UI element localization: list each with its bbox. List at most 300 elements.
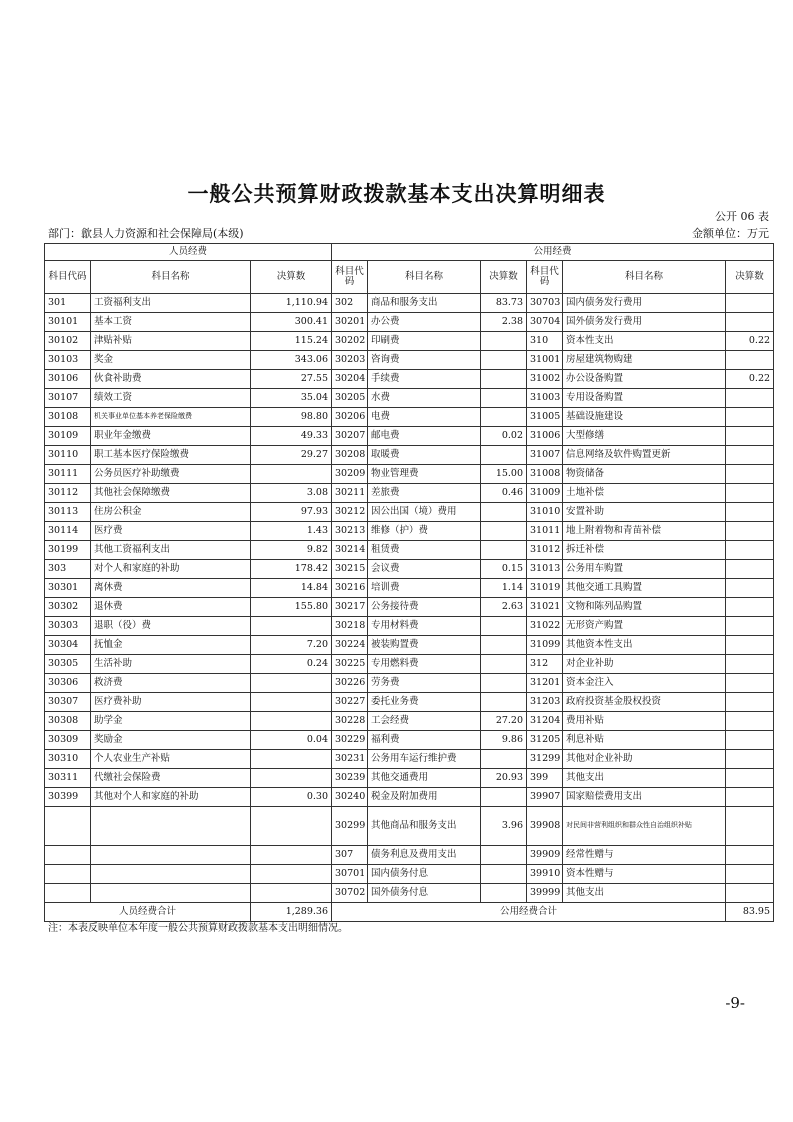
code-cell: 30108 [45, 408, 91, 427]
public-total-value: 83.95 [726, 903, 774, 922]
header-code: 科目代码 [527, 261, 563, 294]
code-cell: 30212 [332, 503, 368, 522]
code-cell: 39909 [527, 846, 563, 865]
amount-cell: 0.46 [481, 484, 527, 503]
amount-cell: 9.86 [481, 731, 527, 750]
code-cell: 30304 [45, 636, 91, 655]
name-cell: 个人农业生产补贴 [91, 750, 251, 769]
amount-cell [481, 750, 527, 769]
name-cell: 会议费 [368, 560, 481, 579]
name-cell: 对企业补助 [563, 655, 726, 674]
table-row [45, 617, 774, 636]
code-cell: 30231 [332, 750, 368, 769]
code-cell: 31203 [527, 693, 563, 712]
amount-cell [726, 807, 774, 846]
code-cell: 30207 [332, 427, 368, 446]
amount-cell: 97.93 [251, 503, 332, 522]
table-row [45, 446, 774, 465]
amount-cell [481, 446, 527, 465]
name-cell: 其他工资福利支出 [91, 541, 251, 560]
amount-cell [726, 655, 774, 674]
code-cell: 31299 [527, 750, 563, 769]
name-cell: 助学金 [91, 712, 251, 731]
header-amount: 决算数 [726, 261, 774, 294]
name-cell: 津贴补贴 [91, 332, 251, 351]
amount-cell [726, 750, 774, 769]
page-number: -9- [725, 994, 745, 1012]
code-cell: 31012 [527, 541, 563, 560]
amount-cell [726, 617, 774, 636]
name-cell: 国外债务发行费用 [563, 313, 726, 332]
table-row [45, 750, 774, 769]
name-cell: 专用设备购置 [563, 389, 726, 408]
name-cell: 专用燃料费 [368, 655, 481, 674]
name-cell: 办公费 [368, 313, 481, 332]
code-cell: 30101 [45, 313, 91, 332]
public-total-label: 公用经费合计 [332, 903, 726, 922]
code-cell: 30218 [332, 617, 368, 636]
code-cell: 30102 [45, 332, 91, 351]
table-row [45, 674, 774, 693]
code-cell: 30311 [45, 769, 91, 788]
code-cell: 30214 [332, 541, 368, 560]
amount-cell [726, 522, 774, 541]
name-cell: 医疗费补助 [91, 693, 251, 712]
amount-cell [251, 846, 332, 865]
name-cell: 商品和服务支出 [368, 294, 481, 313]
name-cell: 文物和陈列品购置 [563, 598, 726, 617]
amount-cell: 83.73 [481, 294, 527, 313]
name-cell: 其他交通工具购置 [563, 579, 726, 598]
table-row [45, 655, 774, 674]
amount-cell [726, 769, 774, 788]
column-header-row [45, 261, 774, 294]
name-cell: 代缴社会保险费 [91, 769, 251, 788]
name-cell: 印刷费 [368, 332, 481, 351]
code-cell: 307 [332, 846, 368, 865]
amount-cell [481, 332, 527, 351]
amount-cell: 178.42 [251, 560, 332, 579]
amount-cell [726, 712, 774, 731]
name-cell: 土地补偿 [563, 484, 726, 503]
code-cell: 30109 [45, 427, 91, 446]
amount-cell: 300.41 [251, 313, 332, 332]
code-cell: 302 [332, 294, 368, 313]
table-row [45, 294, 774, 313]
code-cell: 30113 [45, 503, 91, 522]
amount-cell [726, 313, 774, 332]
amount-cell [726, 598, 774, 617]
name-cell: 无形资产购置 [563, 617, 726, 636]
amount-cell [726, 294, 774, 313]
amount-cell [251, 712, 332, 731]
header-code: 科目代码 [332, 261, 368, 294]
name-cell: 国家赔偿费用支出 [563, 788, 726, 807]
table-row [45, 560, 774, 579]
code-cell: 30201 [332, 313, 368, 332]
code-cell: 31005 [527, 408, 563, 427]
amount-cell [481, 370, 527, 389]
code-cell: 31001 [527, 351, 563, 370]
name-cell: 国外债务付息 [368, 884, 481, 903]
code-cell: 30226 [332, 674, 368, 693]
amount-cell [726, 351, 774, 370]
code-cell: 39907 [527, 788, 563, 807]
table-row [45, 846, 774, 865]
code-cell: 303 [45, 560, 91, 579]
amount-cell: 29.27 [251, 446, 332, 465]
table-row [45, 712, 774, 731]
name-cell: 对民间非营利组织和群众性自治组织补贴 [563, 807, 726, 846]
amount-cell [726, 579, 774, 598]
amount-cell: 343.06 [251, 351, 332, 370]
name-cell: 绩效工资 [91, 389, 251, 408]
code-cell: 39910 [527, 865, 563, 884]
amount-cell: 14.84 [251, 579, 332, 598]
amount-cell [481, 865, 527, 884]
personnel-total-value: 1,289.36 [251, 903, 332, 922]
name-cell: 对个人和家庭的补助 [91, 560, 251, 579]
amount-cell [481, 541, 527, 560]
name-cell: 利息补贴 [563, 731, 726, 750]
amount-cell: 0.15 [481, 560, 527, 579]
code-cell: 30208 [332, 446, 368, 465]
name-cell: 物业管理费 [368, 465, 481, 484]
code-cell: 31009 [527, 484, 563, 503]
name-cell: 大型修缮 [563, 427, 726, 446]
name-cell: 咨询费 [368, 351, 481, 370]
name-cell: 退职（役）费 [91, 617, 251, 636]
amount-cell: 3.08 [251, 484, 332, 503]
amount-cell: 115.24 [251, 332, 332, 351]
amount-cell: 98.80 [251, 408, 332, 427]
name-cell: 其他交通费用 [368, 769, 481, 788]
amount-cell: 0.22 [726, 332, 774, 351]
amount-cell: 2.38 [481, 313, 527, 332]
name-cell: 其他支出 [563, 884, 726, 903]
name-cell: 因公出国（境）费用 [368, 503, 481, 522]
amount-cell [726, 446, 774, 465]
name-cell: 职业年金缴费 [91, 427, 251, 446]
amount-cell [251, 465, 332, 484]
header-name: 科目名称 [91, 261, 251, 294]
code-cell: 30209 [332, 465, 368, 484]
expenditure-table [44, 243, 774, 922]
code-cell: 30114 [45, 522, 91, 541]
amount-cell [251, 750, 332, 769]
amount-cell: 0.02 [481, 427, 527, 446]
table-row [45, 370, 774, 389]
amount-cell: 1,110.94 [251, 294, 332, 313]
table-row [45, 731, 774, 750]
code-cell: 31011 [527, 522, 563, 541]
table-row [45, 389, 774, 408]
name-cell: 基本工资 [91, 313, 251, 332]
header-code: 科目代码 [45, 261, 91, 294]
code-cell: 30302 [45, 598, 91, 617]
code-cell: 30112 [45, 484, 91, 503]
table-row [45, 598, 774, 617]
code-cell: 30225 [332, 655, 368, 674]
amount-cell: 0.22 [726, 370, 774, 389]
code-cell: 30110 [45, 446, 91, 465]
table-body [45, 294, 774, 903]
name-cell: 工资福利支出 [91, 294, 251, 313]
amount-cell [726, 693, 774, 712]
amount-cell: 35.04 [251, 389, 332, 408]
code-cell: 30202 [332, 332, 368, 351]
code-cell: 39908 [527, 807, 563, 846]
name-cell: 费用补贴 [563, 712, 726, 731]
table-row [45, 351, 774, 370]
code-cell: 30702 [332, 884, 368, 903]
name-cell: 政府投资基金股权投资 [563, 693, 726, 712]
amount-cell: 1.43 [251, 522, 332, 541]
code-cell: 30199 [45, 541, 91, 560]
code-cell: 30206 [332, 408, 368, 427]
name-cell: 救济费 [91, 674, 251, 693]
name-cell: 劳务费 [368, 674, 481, 693]
amount-cell [481, 351, 527, 370]
amount-cell [481, 408, 527, 427]
name-cell: 邮电费 [368, 427, 481, 446]
amount-cell: 27.20 [481, 712, 527, 731]
code-cell: 30306 [45, 674, 91, 693]
table-row [45, 579, 774, 598]
name-cell: 租赁费 [368, 541, 481, 560]
name-cell: 住房公积金 [91, 503, 251, 522]
code-cell: 31099 [527, 636, 563, 655]
name-cell: 离休费 [91, 579, 251, 598]
amount-cell: 9.82 [251, 541, 332, 560]
amount-cell: 2.63 [481, 598, 527, 617]
name-cell: 培训费 [368, 579, 481, 598]
amount-cell [251, 807, 332, 846]
code-cell: 30703 [527, 294, 563, 313]
name-cell: 资本金注入 [563, 674, 726, 693]
code-cell: 30301 [45, 579, 91, 598]
name-cell: 其他社会保障缴费 [91, 484, 251, 503]
amount-cell [251, 884, 332, 903]
code-cell: 31021 [527, 598, 563, 617]
code-cell [45, 884, 91, 903]
name-cell: 水费 [368, 389, 481, 408]
code-cell: 30205 [332, 389, 368, 408]
amount-cell: 15.00 [481, 465, 527, 484]
name-cell: 拆迁补偿 [563, 541, 726, 560]
department-label: 部门：歙县人力资源和社会保障局(本级) [48, 227, 244, 240]
name-cell: 其他支出 [563, 769, 726, 788]
code-cell: 31007 [527, 446, 563, 465]
code-cell: 30103 [45, 351, 91, 370]
code-cell: 30227 [332, 693, 368, 712]
name-cell: 职工基本医疗保险缴费 [91, 446, 251, 465]
name-cell: 差旅费 [368, 484, 481, 503]
name-cell: 基础设施建设 [563, 408, 726, 427]
code-cell: 30107 [45, 389, 91, 408]
code-cell: 30701 [332, 865, 368, 884]
amount-cell: 20.93 [481, 769, 527, 788]
name-cell: 手续费 [368, 370, 481, 389]
amount-cell [726, 408, 774, 427]
code-cell: 30215 [332, 560, 368, 579]
name-cell: 资本性支出 [563, 332, 726, 351]
header-name: 科目名称 [368, 261, 481, 294]
amount-cell [726, 503, 774, 522]
amount-cell: 7.20 [251, 636, 332, 655]
name-cell: 办公设备购置 [563, 370, 726, 389]
code-cell: 31003 [527, 389, 563, 408]
amount-cell [481, 389, 527, 408]
amount-cell [251, 865, 332, 884]
table-row [45, 693, 774, 712]
amount-cell [726, 484, 774, 503]
name-cell: 奖金 [91, 351, 251, 370]
name-cell: 工会经费 [368, 712, 481, 731]
code-cell: 30310 [45, 750, 91, 769]
amount-cell [251, 674, 332, 693]
table-row [45, 807, 774, 846]
amount-cell [726, 788, 774, 807]
name-cell: 奖励金 [91, 731, 251, 750]
amount-cell: 0.24 [251, 655, 332, 674]
amount-cell [726, 389, 774, 408]
name-cell [91, 865, 251, 884]
amount-cell [481, 617, 527, 636]
name-cell: 专用材料费 [368, 617, 481, 636]
amount-cell [481, 788, 527, 807]
name-cell: 资本性赠与 [563, 865, 726, 884]
name-cell: 委托业务费 [368, 693, 481, 712]
code-cell: 30217 [332, 598, 368, 617]
name-cell: 电费 [368, 408, 481, 427]
amount-cell [726, 731, 774, 750]
code-cell: 30305 [45, 655, 91, 674]
table-row [45, 408, 774, 427]
code-cell: 31204 [527, 712, 563, 731]
amount-cell [251, 769, 332, 788]
section-personnel: 人员经费 [45, 244, 332, 261]
name-cell [91, 807, 251, 846]
name-cell: 其他对个人和家庭的补助 [91, 788, 251, 807]
table-row [45, 769, 774, 788]
table-row [45, 313, 774, 332]
code-cell: 30303 [45, 617, 91, 636]
code-cell: 31205 [527, 731, 563, 750]
amount-cell [481, 655, 527, 674]
code-cell: 31002 [527, 370, 563, 389]
code-cell: 30203 [332, 351, 368, 370]
amount-cell [726, 427, 774, 446]
code-cell: 30307 [45, 693, 91, 712]
table-row [45, 465, 774, 484]
name-cell: 抚恤金 [91, 636, 251, 655]
amount-cell: 1.14 [481, 579, 527, 598]
code-cell [45, 807, 91, 846]
section-public: 公用经费 [332, 244, 774, 261]
table-row [45, 503, 774, 522]
page-title: 一般公共预算财政拨款基本支出决算明细表 [187, 181, 606, 206]
code-cell: 301 [45, 294, 91, 313]
code-cell: 30240 [332, 788, 368, 807]
name-cell: 国内债务发行费用 [563, 294, 726, 313]
name-cell: 退休费 [91, 598, 251, 617]
amount-cell [726, 865, 774, 884]
amount-cell [481, 846, 527, 865]
amount-cell [481, 884, 527, 903]
amount-cell [726, 636, 774, 655]
header-amount: 决算数 [251, 261, 332, 294]
amount-cell [251, 617, 332, 636]
table-row [45, 484, 774, 503]
amount-cell: 0.04 [251, 731, 332, 750]
amount-cell [726, 465, 774, 484]
header-amount: 决算数 [481, 261, 527, 294]
code-cell: 31201 [527, 674, 563, 693]
footnote: 注：本表反映单位本年度一般公共预算财政拨款基本支出明细情况。 [48, 923, 348, 934]
code-cell: 399 [527, 769, 563, 788]
name-cell: 公务用车运行维护费 [368, 750, 481, 769]
amount-cell: 155.80 [251, 598, 332, 617]
name-cell: 福利费 [368, 731, 481, 750]
amount-cell [726, 846, 774, 865]
name-cell: 公务接待费 [368, 598, 481, 617]
name-cell: 国内债务付息 [368, 865, 481, 884]
name-cell: 税金及附加费用 [368, 788, 481, 807]
amount-cell: 3.96 [481, 807, 527, 846]
section-header-row [45, 244, 774, 261]
amount-cell: 49.33 [251, 427, 332, 446]
code-cell: 30213 [332, 522, 368, 541]
personnel-total-label: 人员经费合计 [45, 903, 251, 922]
code-cell: 30239 [332, 769, 368, 788]
name-cell: 医疗费 [91, 522, 251, 541]
code-cell: 30216 [332, 579, 368, 598]
code-cell: 31010 [527, 503, 563, 522]
amount-cell: 27.55 [251, 370, 332, 389]
table-row [45, 884, 774, 903]
code-cell: 312 [527, 655, 563, 674]
code-cell: 30309 [45, 731, 91, 750]
name-cell: 公务用车购置 [563, 560, 726, 579]
name-cell: 维修（护）费 [368, 522, 481, 541]
code-cell: 30299 [332, 807, 368, 846]
name-cell: 房屋建筑物购建 [563, 351, 726, 370]
code-cell: 31013 [527, 560, 563, 579]
name-cell: 信息网络及软件购置更新 [563, 446, 726, 465]
code-cell: 30704 [527, 313, 563, 332]
code-cell: 31022 [527, 617, 563, 636]
table-row [45, 865, 774, 884]
table-row [45, 332, 774, 351]
name-cell: 公务员医疗补助缴费 [91, 465, 251, 484]
code-cell: 310 [527, 332, 563, 351]
code-cell: 31008 [527, 465, 563, 484]
code-cell: 31006 [527, 427, 563, 446]
amount-cell [251, 693, 332, 712]
name-cell: 机关事业单位基本养老保险缴费 [91, 408, 251, 427]
code-cell [45, 846, 91, 865]
code-cell: 30211 [332, 484, 368, 503]
amount-cell [726, 541, 774, 560]
name-cell: 经常性赠与 [563, 846, 726, 865]
code-cell: 30399 [45, 788, 91, 807]
name-cell: 伙食补助费 [91, 370, 251, 389]
name-cell: 其他商品和服务支出 [368, 807, 481, 846]
code-cell: 30111 [45, 465, 91, 484]
name-cell: 生活补助 [91, 655, 251, 674]
table-row [45, 522, 774, 541]
